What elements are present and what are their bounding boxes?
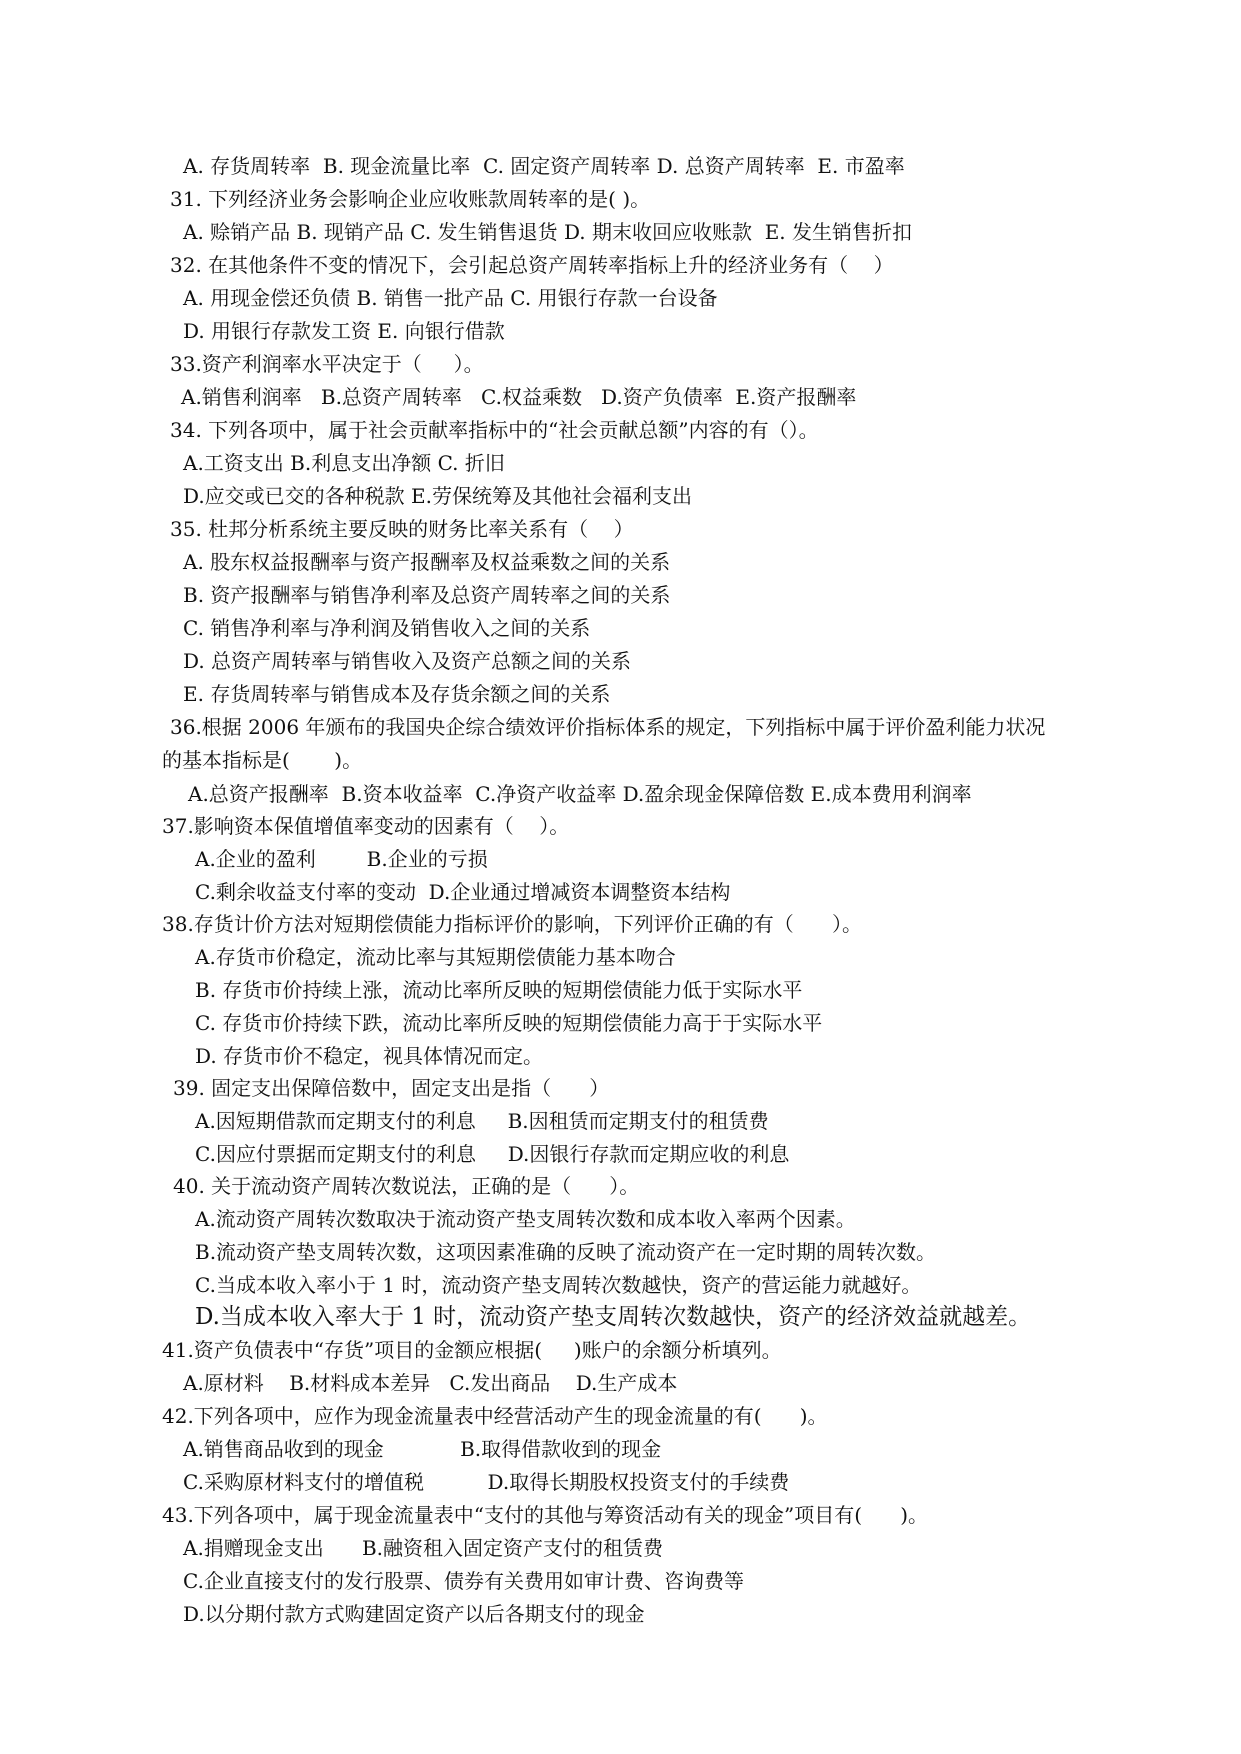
text-line: C.采购原材料支付的增值税 D.取得长期股权投资支付的手续费 <box>183 1470 790 1494</box>
text-line: D. 存货市价不稳定，视具体情况而定。 <box>195 1044 544 1068</box>
question-31: 31. 下列经济业务会影响企业应收账款周转率的是( )。 <box>170 187 651 211</box>
question-42: 42.下列各项中，应作为现金流量表中经营活动产生的现金流量的有( )。 <box>162 1404 828 1428</box>
text-line: B. 资产报酬率与销售净利率及总资产周转率之间的关系 <box>183 583 671 607</box>
text-line: C. 销售净利率与净利润及销售收入之间的关系 <box>183 616 591 640</box>
question-36: 36.根据 2006 年颁布的我国央企综合绩效评价指标体系的规定，下列指标中属于评价盈利能力状况 <box>170 715 1046 739</box>
text-line: A.销售商品收到的现金 B.取得借款收到的现金 <box>183 1437 662 1461</box>
text-line: A.流动资产周转次数取决于流动资产垫支周转次数和成本收入率两个因素。 <box>195 1207 856 1231</box>
text-line: C.企业直接支付的发行股票、债券有关费用如审计费、咨询费等 <box>183 1569 744 1593</box>
question-38: 38.存货计价方法对短期偿债能力指标评价的影响，下列评价正确的有（ ）。 <box>162 912 862 936</box>
question-39: 39. 固定支出保障倍数中，固定支出是指（ ） <box>173 1076 610 1100</box>
question-32: 32. 在其他条件不变的情况下，会引起总资产周转率指标上升的经济业务有（ ） <box>170 253 894 277</box>
text-line: C.剩余收益支付率的变动 D.企业通过增减资本调整资本结构 <box>195 880 731 904</box>
text-line: A. 存货周转率 B. 现金流量比率 C. 固定资产周转率 D. 总资产周转率 E. 市盈率 <box>183 154 905 178</box>
question-33: 33.资产利润率水平决定于（ ）。 <box>170 352 484 376</box>
question-35: 35. 杜邦分析系统主要反映的财务比率关系有（ ） <box>170 517 634 541</box>
text-line: D. 用银行存款发工资 E. 向银行借款 <box>183 319 505 343</box>
text-line: A.捐赠现金支出 B.融资租入固定资产支付的租赁费 <box>183 1536 663 1560</box>
question-34: 34. 下列各项中，属于社会贡献率指标中的“社会贡献总额”内容的有（）。 <box>170 418 819 442</box>
text-line: E. 存货周转率与销售成本及存货余额之间的关系 <box>183 682 611 706</box>
text-line: A.原材料 B.材料成本差异 C.发出商品 D.生产成本 <box>183 1371 678 1395</box>
text-line: C.当成本收入率小于 1 时，流动资产垫支周转次数越快，资产的营运能力就越好。 <box>195 1273 922 1297</box>
text-line: C.因应付票据而定期支付的利息 D.因银行存款而定期应收的利息 <box>195 1142 790 1166</box>
text-line: A.工资支出 B.利息支出净额 C. 折旧 <box>183 451 505 475</box>
text-line: A.存货市价稳定，流动比率与其短期偿债能力基本吻合 <box>195 945 676 969</box>
question-43: 43.下列各项中，属于现金流量表中“支付的其他与筹资活动有关的现金”项目有( )。 <box>162 1503 929 1527</box>
text-line: 的基本指标是( )。 <box>162 748 363 772</box>
text-line: A. 股东权益报酬率与资产报酬率及权益乘数之间的关系 <box>183 550 671 574</box>
text-line: A. 用现金偿还负债 B. 销售一批产品 C. 用银行存款一台设备 <box>183 286 718 310</box>
text-line: D. 总资产周转率与销售收入及资产总额之间的关系 <box>183 649 632 673</box>
text-line: B. 存货市价持续上涨，流动比率所反映的短期偿债能力低于实际水平 <box>195 978 803 1002</box>
question-37: 37.影响资本保值增值率变动的因素有（ ）。 <box>162 814 570 838</box>
text-line: D.应交或已交的各种税款 E.劳保统筹及其他社会福利支出 <box>183 484 692 508</box>
text-line: A.因短期借款而定期支付的利息 B.因租赁而定期支付的租赁费 <box>195 1109 769 1133</box>
text-line: A.企业的盈利 B.企业的亏损 <box>195 847 488 871</box>
text-line: A. 赊销产品 B. 现销产品 C. 发生销售退货 D. 期末收回应收账款 E. 发生销售折扣 <box>183 220 913 244</box>
text-line: B.流动资产垫支周转次数，这项因素准确的反映了流动资产在一定时期的周转次数。 <box>195 1240 937 1264</box>
question-41: 41.资产负债表中“存货”项目的金额应根据( )账户的余额分析填列。 <box>162 1338 782 1362</box>
question-40: 40. 关于流动资产周转次数说法，正确的是（ ）。 <box>173 1174 640 1198</box>
text-line: D.以分期付款方式购建固定资产以后各期支付的现金 <box>183 1602 645 1626</box>
text-line: C. 存货市价持续下跌，流动比率所反映的短期偿债能力高于于实际水平 <box>195 1011 823 1035</box>
text-line: D.当成本收入率大于 1 时，流动资产垫支周转次数越快，资产的经济效益就越差。 <box>195 1304 1032 1330</box>
text-line: A.销售利润率 B.总资产周转率 C.权益乘数 D.资产负债率 E.资产报酬率 <box>181 385 857 409</box>
text-line: A.总资产报酬率 B.资本收益率 C.净资产收益率 D.盈余现金保障倍数 E.成本费用利润率 <box>188 782 972 806</box>
